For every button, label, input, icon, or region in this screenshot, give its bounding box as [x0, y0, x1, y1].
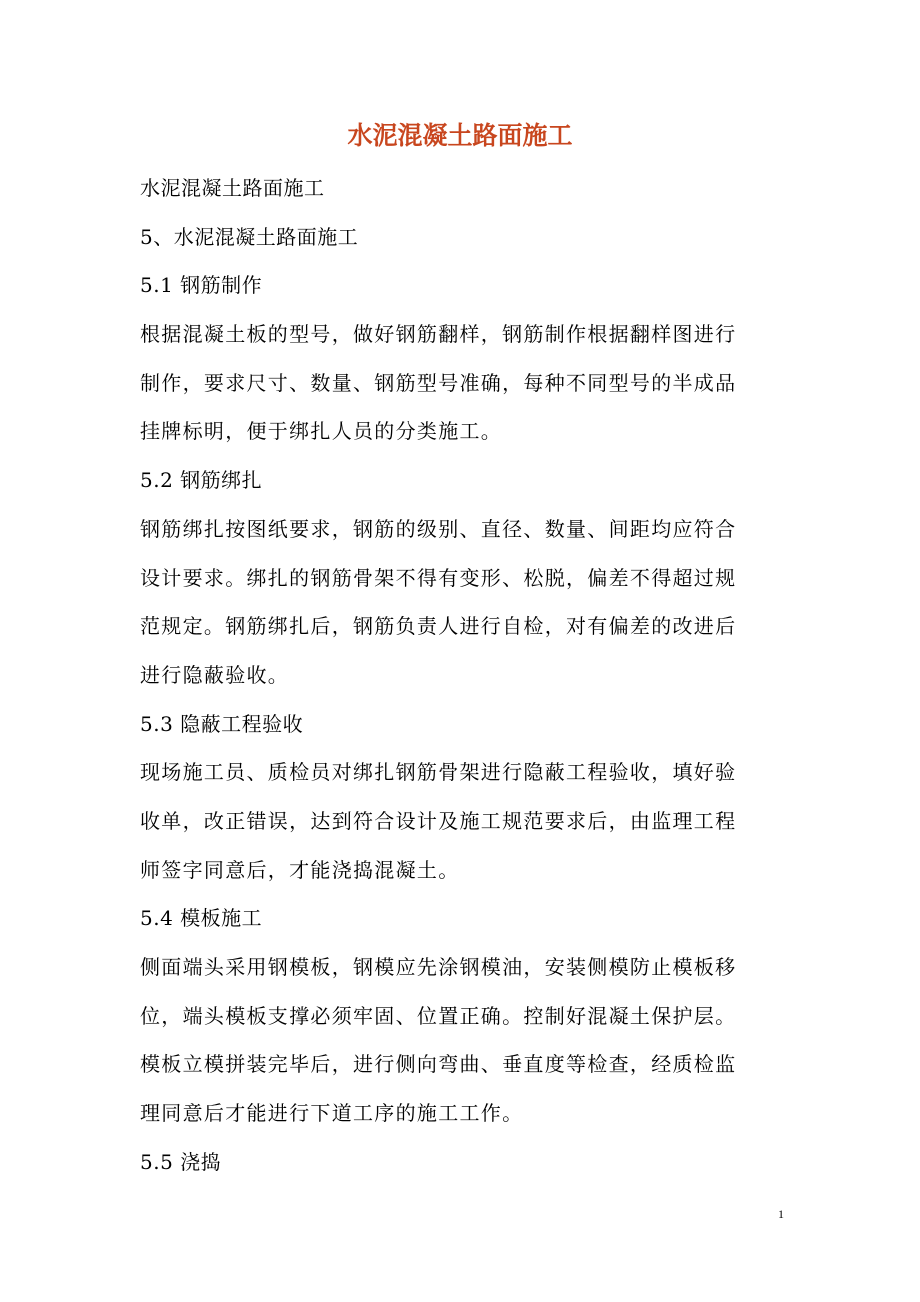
paragraph-line: 挂牌标明，便于绑扎人员的分类施工。 — [140, 419, 503, 444]
paragraph-line: 钢筋绑扎按图纸要求，钢筋的级别、直径、数量、间距均应符合 — [140, 516, 737, 541]
section-heading-5-5: 5.5 浇捣 — [140, 1149, 222, 1174]
page-title: 水泥混凝土路面施工 — [347, 121, 573, 150]
paragraph-line: 进行隐蔽验收。 — [140, 662, 290, 687]
section-heading-5: 5、水泥混凝土路面施工 — [140, 224, 359, 249]
section-heading-5-1: 5.1 钢筋制作 — [140, 273, 263, 298]
paragraph-line: 设计要求。绑扎的钢筋骨架不得有变形、松脱，偏差不得超过规 — [140, 565, 737, 590]
paragraph-line: 师签字同意后，才能浇捣混凝土。 — [140, 857, 460, 882]
paragraph-line: 范规定。钢筋绑扎后，钢筋负责人进行自检，对有偏差的改进后 — [140, 614, 737, 639]
paragraph-line: 根据混凝土板的型号，做好钢筋翻样，钢筋制作根据翻样图进行 — [140, 322, 737, 347]
section-heading-5-2: 5.2 钢筋绑扎 — [140, 468, 263, 493]
paragraph-line: 现场施工员、质检员对绑扎钢筋骨架进行隐蔽工程验收，填好验 — [140, 760, 737, 785]
paragraph-line: 制作，要求尺寸、数量、钢筋型号准确，每种不同型号的半成品 — [140, 370, 737, 395]
paragraph-line: 侧面端头采用钢模板，钢模应先涂钢模油，安装侧模防止模板移 — [140, 955, 737, 979]
section-heading-5-4: 5.4 模板施工 — [140, 906, 263, 931]
paragraph-line: 位，端头模板支撑必须牢固、位置正确。控制好混凝土保护层。 — [140, 1003, 737, 1028]
section-heading-5-3: 5.3 隐蔽工程验收 — [140, 711, 304, 736]
subtitle-line: 水泥混凝土路面施工 — [140, 176, 325, 200]
paragraph-line: 理同意后才能进行下道工序的施工工作。 — [140, 1101, 524, 1126]
paragraph-line: 收单，改正错误，达到符合设计及施工规范要求后，由监理工程 — [140, 808, 737, 833]
paragraph-line: 模板立模拼装完毕后，进行侧向弯曲、垂直度等检查，经质检监 — [140, 1052, 737, 1077]
document-body — [140, 164, 785, 1186]
page-number: 1 — [778, 1207, 784, 1221]
